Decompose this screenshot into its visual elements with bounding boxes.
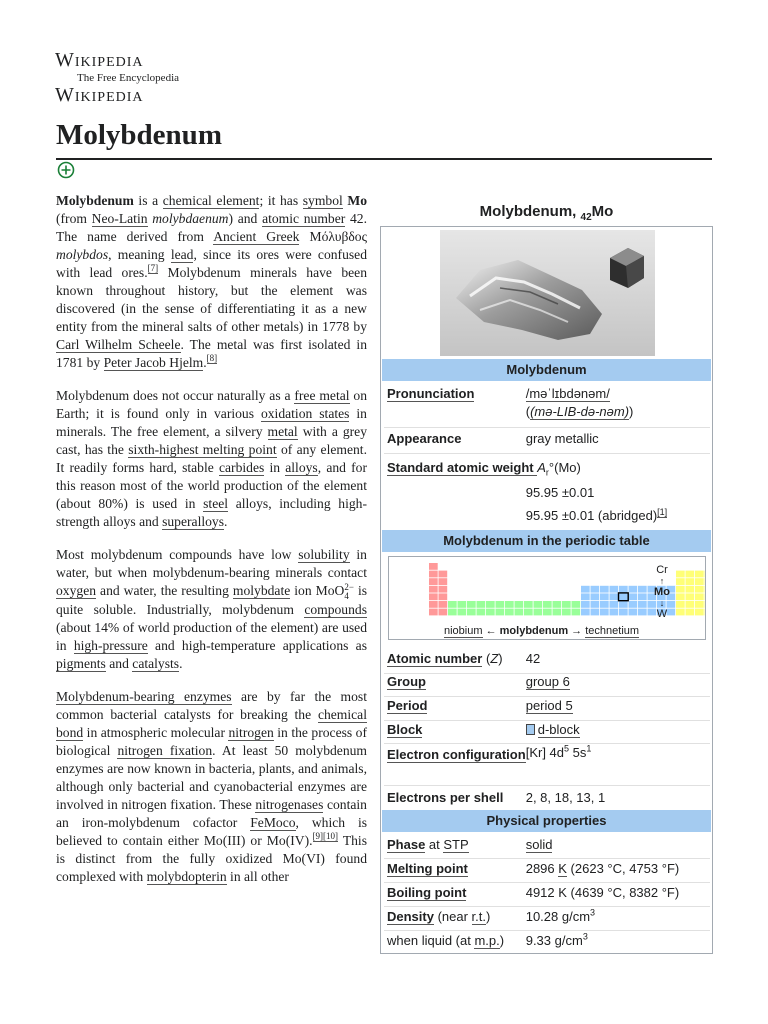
pt-cell-f [534,609,543,616]
bp-value: 4912 K (4639 °C, 8382 °F) [525,885,680,900]
periodic-nav [444,625,639,637]
econf-core: [Kr] 4d [525,745,565,760]
title-divider [56,158,712,160]
pt-cell-d [610,593,619,600]
pt-cell-f [524,601,533,608]
pt-cell-p [686,609,695,616]
row-divider [384,453,710,454]
periodic-table-mini[interactable] [388,556,706,640]
period-label [384,698,526,713]
article-link[interactable]: nitrogenases [255,797,324,812]
mp-value-conversions: (2623 °C, 4753 °F) [566,861,680,876]
pt-cell-f [562,601,571,608]
pt-cell-s [429,601,438,608]
density-label [384,909,526,924]
ipa-link[interactable]: /məˈlɪbdənəm/ [525,386,610,401]
econf-label [384,745,526,764]
pt-cell-d [600,593,609,600]
solid-link[interactable]: solid [525,837,553,852]
row-divider [384,858,710,859]
pt-cell-s [429,593,438,600]
stp-link[interactable]: STP [443,837,469,852]
saw-suffix: °(Mo) [548,460,581,475]
pt-cell-s [439,571,448,578]
ref-link[interactable]: [1] [657,506,668,517]
article-link[interactable]: molybdopterin [146,869,227,884]
article-link[interactable]: FeMoco [250,815,296,830]
pt-cell-p [686,586,695,593]
econf-d-count: 5 [564,743,570,754]
group-link[interactable]: Group [387,674,426,689]
article-paragraph: Most molybdenum compounds have low solubility in water, but when molybdenum-bearing minerals contact oxygen and water, the resulting molybdate ion MoO2− 4 is quite soluble. Industrially, molybdenum compounds (about 14% of world production of the element) are used in high-pressure and high-temperature applications as pigments and catalysts. [56,547,368,671]
pt-cell-f [486,601,495,608]
pt-cell-s [429,563,438,570]
row-group [384,674,710,689]
pt-cell-p [676,593,685,600]
pt-cell-p [705,593,706,600]
row-standard-atomic-weight [384,460,710,478]
infobox-header-periodic-table: Molybdenum in the periodic table [382,530,711,552]
respelling-link[interactable]: (mə-LIB-də-nəm) [530,404,630,419]
wikipedia-logo[interactable] [55,50,195,106]
pt-cell-d [600,586,609,593]
article-link[interactable]: Molybdenum-bearing enzymes [56,689,232,704]
pt-cell-s [439,586,448,593]
pt-cell-d [600,601,609,608]
pt-cell-d [629,593,638,600]
pt-cell-d [610,586,619,593]
molybdate-ion-formula: MoO2− 4 [315,582,354,601]
row-density-liquid [384,933,710,948]
expand-plus-icon[interactable] [57,161,75,179]
pt-cell-d [619,609,628,616]
density-close: ) [486,909,491,924]
row-density [384,909,710,924]
pt-cell-f [553,609,562,616]
article-link[interactable]: Ancient Greek [213,229,300,244]
row-divider [384,882,710,883]
liquid-label-text: when liquid (at [387,933,475,948]
kelvin-link[interactable]: K [558,861,567,876]
appearance-value: gray metallic [525,431,599,446]
pt-cell-d [591,593,600,600]
appearance-label: Appearance [387,431,462,446]
pt-cell-s [429,586,438,593]
pt-cell-f [515,609,524,616]
saw-abridged-text: 95.95 ±0.01 (abridged) [525,508,658,523]
pt-cell-p [695,601,704,608]
pt-cell-p [695,609,704,616]
density-exp: 3 [590,907,596,918]
pt-left-link[interactable]: niobium [444,625,483,637]
pt-cell-d [581,601,590,608]
phase-link[interactable]: Phase [387,837,426,852]
pt-below-link[interactable]: W [656,608,668,620]
d-block-link[interactable]: d-block [537,722,580,737]
atomic-number-label: Atomic number (Z) [387,651,503,666]
pt-cell-f [448,601,457,608]
pt-cell-d [638,586,647,593]
pt-cell-p [686,578,695,585]
arrow-right-icon: → [568,625,586,637]
liquid-number: 9.33 g/cm [525,933,583,948]
liquid-label [384,933,526,948]
block-label [384,722,526,737]
article-link[interactable]: oxidation states [260,406,350,421]
pt-cell-f [467,609,476,616]
period-value [526,698,710,713]
pt-cell-f [572,609,581,616]
pt-cell-d [591,609,600,616]
bold-term: Molybdenum [56,193,134,208]
infobox-title-text: Molybdenum, [479,203,581,220]
pt-cell-f [448,609,457,616]
pt-cell-s [439,578,448,585]
atomic-number-value: 42 [525,651,541,666]
pt-cell-d [619,601,628,608]
row-electron-configuration [384,745,710,764]
period-link[interactable]: Period [387,698,428,713]
article-link[interactable]: lead [170,247,194,262]
article-link[interactable]: Neo-Latin [91,211,148,226]
row-divider [384,696,710,697]
citation-link[interactable]: [9][10] [312,831,338,842]
pt-cell-p [686,593,695,600]
italic-term: molybdaenum [152,211,229,226]
d-block-color-icon [526,724,535,735]
pt-cell-s [439,593,448,600]
pt-cell-p [676,578,685,585]
article-link[interactable]: metal [267,424,298,439]
article-link[interactable]: pigments [56,656,106,671]
article-link[interactable]: high-pressure [73,638,148,653]
page-title: Molybdenum [56,119,222,151]
group-value [526,674,710,689]
eps-value: 2, 8, 18, 13, 1 [525,790,606,805]
pt-cell-f [458,609,467,616]
mp-label [384,861,526,876]
infobox-title-z: 42 [580,212,592,223]
density-number: 10.28 g/cm [525,909,591,924]
melting-point-link[interactable]: Melting point [387,861,468,876]
row-atomic-number [384,651,710,666]
molybdenum-sample-image[interactable] [440,230,655,356]
pt-cell-d [638,601,647,608]
pt-cell-f [486,609,495,616]
pt-current-symbol: Mo [654,586,670,598]
italic-term: molybdos [56,247,109,262]
article-link[interactable]: symbol [302,193,343,208]
pt-cell-p [695,593,704,600]
article-link[interactable]: carbides [218,460,265,475]
row-divider [384,785,710,786]
saw-r: r [545,467,549,478]
pt-cell-p [705,578,706,585]
row-saw-abridged [384,508,710,523]
pt-right-link[interactable]: technetium [585,625,640,637]
pt-cell-d [591,586,600,593]
row-phase [384,837,710,852]
pt-cell-s [429,571,438,578]
article-link[interactable]: atomic number [262,211,346,226]
pronunciation-link[interactable]: Pronunciation [387,386,475,401]
pt-cell-d [610,601,619,608]
pt-cell-d [619,593,628,600]
pt-cell-d [581,593,590,600]
row-electrons-per-shell [384,790,710,805]
pt-cell-f [505,601,514,608]
arrow-down-icon: ↓ [659,598,665,608]
pt-cell-f [553,601,562,608]
atomic-number-link[interactable]: Atomic number [387,651,483,666]
pt-cell-f [515,601,524,608]
bp-label [384,885,526,900]
row-divider [384,930,710,931]
arrow-up-icon: ↑ [659,576,665,586]
citation-link[interactable]: [7] [147,263,159,274]
density-link[interactable]: Density [387,909,434,924]
econf-link[interactable]: Electron configuration [387,747,526,762]
row-divider [384,743,710,744]
article-link[interactable]: catalysts [132,656,180,671]
block-value [526,722,710,737]
row-appearance [384,431,710,446]
article-link[interactable]: Carl Wilhelm Scheele [56,337,181,352]
pt-cell-s [429,609,438,616]
pronunciation-label [384,386,526,419]
pt-cell-p [676,609,685,616]
bold-term: Mo [347,193,368,208]
wikipedia-tagline: The Free Encyclopedia [77,72,180,84]
row-divider [384,427,710,428]
row-pronunciation [384,386,710,419]
article-link[interactable]: chemical element [162,193,260,208]
mp-value [526,861,710,876]
row-divider [384,906,710,907]
article-link[interactable]: alloys [285,460,318,475]
pt-cell-f [458,601,467,608]
article-link[interactable]: oxygen [56,583,97,598]
saw-label [384,460,710,478]
row-saw-value [384,485,710,500]
saw-value: 95.95 ±0.01 [525,485,595,500]
wikipedia-wordmark: Wikipedia [55,49,144,71]
article-link[interactable]: chemical bond [56,707,367,740]
boiling-point-link[interactable]: Boiling point [387,885,467,900]
infobox-title [380,203,713,223]
econf-s: 5s [569,745,587,760]
pt-cell-p [705,601,706,608]
row-period [384,698,710,713]
row-melting-point [384,861,710,876]
pt-cell-f [524,609,533,616]
pt-cell-p [705,609,706,616]
pt-cell-d [629,609,638,616]
pt-cell-f [562,609,571,616]
pt-cell-p [676,586,685,593]
infobox-header-element: Molybdenum [382,359,711,381]
article-link[interactable]: molybdate [232,583,291,598]
pt-cell-s [439,609,448,616]
pt-cell-f [505,609,514,616]
pt-cell-p [686,601,695,608]
liquid-exp: 3 [582,931,588,942]
mp-value-number: 2896 [525,861,559,876]
pt-cell-p [676,571,685,578]
wikipedia-wordmark-secondary: Wikipedia [55,84,144,106]
group-label [384,674,526,689]
article-link[interactable]: compounds [304,602,367,617]
pt-cell-d [629,586,638,593]
pt-center-label: molybdenum [499,625,569,637]
infobox-title-symbol: Mo [591,203,614,220]
infobox-header-physical: Physical properties [382,810,711,832]
saw-link[interactable]: Standard atomic weight [387,460,538,475]
pronunciation-value: /məˈlɪbdənəm/ ((mə-LIB-də-nəm)) [525,386,634,419]
pt-cell-f [467,601,476,608]
saw-abridged [526,508,710,523]
article-body [56,192,367,901]
atomic-number-z: Z [490,651,499,666]
row-boiling-point [384,885,710,900]
pt-cell-p [686,571,695,578]
pt-above-link[interactable]: Cr [656,564,668,576]
pt-cell-p [695,578,704,585]
article-paragraph: Molybdenum does not occur naturally as a free metal on Earth; it is found only in various oxidation states in minerals. The free element, a silvery metal with a grey cast, has the sixth-highest melting point of any element. It readily forms hard, stable carbides in alloys, and for this reason most of the world production of the element (about 80%) is used in steel alloys, including high-strength alloys and superalloys. [56,388,367,529]
pt-cell-f [477,601,486,608]
pt-cell-d [619,586,628,593]
pt-cell-d [629,601,638,608]
block-link[interactable]: Block [387,722,423,737]
group-6-link[interactable]: group 6 [525,674,570,689]
article-link[interactable]: superalloys [162,514,225,529]
periodic-neighbors [652,565,672,620]
phase-label [384,837,526,852]
liquid-close: ) [499,933,505,948]
period-5-link[interactable]: period 5 [525,698,573,713]
pt-cell-s [439,601,448,608]
pt-cell-f [543,609,552,616]
phase-value [526,837,710,852]
econf-value [526,745,710,764]
arrow-left-icon: ← [482,625,500,637]
infobox [380,226,713,954]
row-block [384,722,710,737]
pt-cell-p [695,586,704,593]
pt-cell-d [610,609,619,616]
row-divider [384,720,710,721]
article-link[interactable]: free metal [294,388,350,403]
pt-cell-p [676,601,685,608]
pt-cell-d [581,609,590,616]
article-link[interactable]: nitrogen [228,725,274,740]
density-value [526,909,710,924]
article-link[interactable]: solubility [298,547,350,562]
pt-cell-f [572,601,581,608]
pt-cell-f [543,601,552,608]
article-link[interactable]: sixth-highest melting point [128,442,277,457]
liquid-value [526,933,710,948]
article-paragraph: Molybdenum is a chemical element; it has symbol Mo (from Neo-Latin molybdaenum) and atomic number 42. The name derived from Ancient Greek Μόλυβδος molybdos, meaning lead, since its ores were confused with lead ores.[7] Molybdenum minerals have been known throughout history, but the element was discovered (in the sense of differentiating it as a new entity from the mineral salts of other metals) in 1778 by Carl Wilhelm Scheele. The metal was first isolated in 1781 by Peter Jacob Hjelm.[8] [56,193,368,370]
article-paragraph: Molybdenum-bearing enzymes are by far the most common bacterial catalysts for breaking the chemical bond in atmospheric molecular nitrogen in the process of biological nitrogen fixation. At least 50 molybdenum enzymes are now known in bacteria, plants, and animals, although only bacterial and cyanobacterial enzymes are involved in nitrogen fixation. These nitrogenases contain an iron-molybdenum cofactor FeMoco, which is believed to contain either Mo(III) or Mo(IV).[9][10] This is distinct from the fully oxidized Mo(VI) found complexed with molybdopterin in all other [56,689,368,884]
pt-cell-p [705,571,706,578]
pt-cell-d [638,609,647,616]
pt-cell-f [496,609,505,616]
pt-cell-p [705,586,706,593]
eps-label: Electrons per shell [387,790,504,805]
econf-s-count: 1 [586,743,592,754]
pt-cell-s [429,578,438,585]
phase-at: at [425,837,444,852]
citation-link[interactable]: [8] [206,353,218,364]
pt-cell-d [591,601,600,608]
pt-cell-f [534,601,543,608]
density-near: (near [433,909,472,924]
article-link[interactable]: nitrogen fixation [117,743,213,758]
article-link[interactable]: Peter Jacob Hjelm [103,355,204,370]
rt-link[interactable]: r.t. [471,909,486,924]
pt-cell-d [600,609,609,616]
pt-cell-f [496,601,505,608]
pt-cell-p [695,571,704,578]
pt-cell-f [477,609,486,616]
pt-cell-d [638,593,647,600]
pt-cell-d [581,586,590,593]
saw-ar: A [537,460,546,475]
mp-abbr-link[interactable]: m.p. [474,933,500,948]
article-link[interactable]: steel [203,496,229,511]
